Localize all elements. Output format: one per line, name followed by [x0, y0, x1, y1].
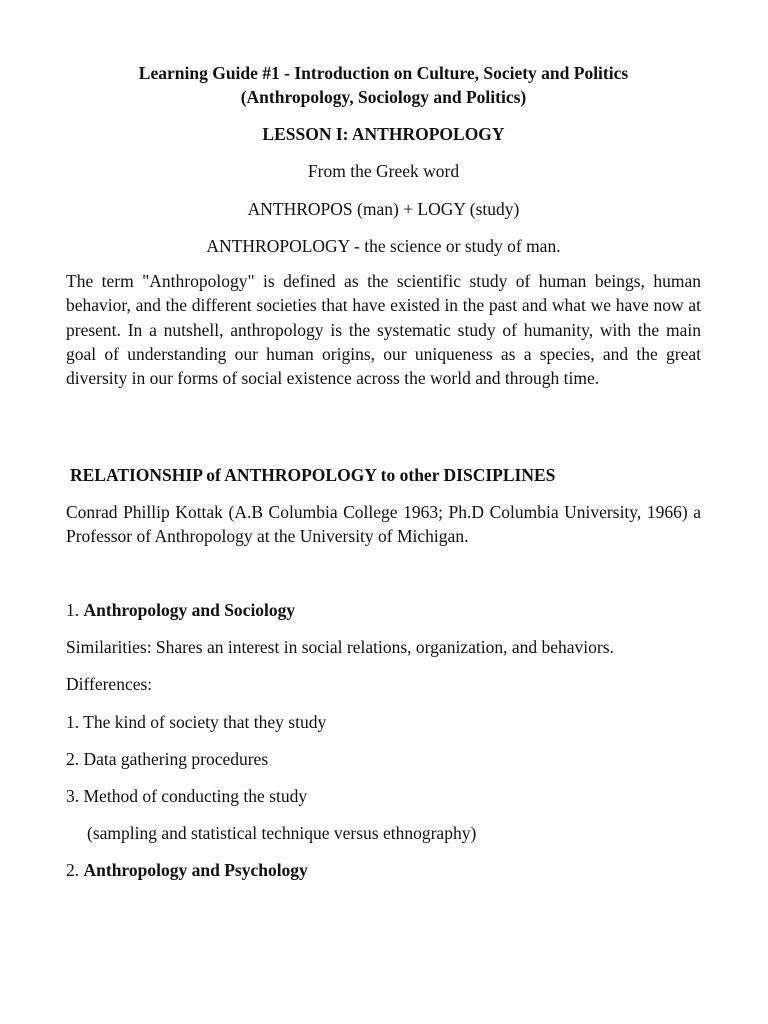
section-2-title: Anthropology and Psychology: [83, 860, 308, 880]
difference-item-1: 1. The kind of society that they study: [66, 712, 327, 732]
etymology: ANTHROPOS (man) + LOGY (study): [247, 199, 520, 219]
doc-title-line-1: Learning Guide #1 - Introduction on Culture, Society and Politics: [138, 63, 629, 83]
definition-term: ANTHROPOLOGY: [206, 236, 350, 256]
section-2-heading: [66, 858, 701, 882]
lesson-heading: LESSON I: ANTHROPOLOGY: [262, 124, 505, 144]
section-1-number: 1.: [66, 600, 84, 620]
definition-line: [66, 234, 701, 258]
section-2-number: 2.: [66, 860, 84, 880]
kottak-paragraph: Conrad Phillip Kottak (A.B Columbia College 1963; Ph.D Columbia University, 1966) a Professor of Anthropology at the University of Michigan.: [66, 502, 701, 547]
relationship-heading: RELATIONSHIP of ANTHROPOLOGY to other DISCIPLINES: [70, 465, 556, 485]
differences-label: Differences:: [66, 674, 153, 694]
doc-title-line-2: (Anthropology, Sociology and Politics): [240, 87, 527, 107]
difference-item-3-note: (sampling and statistical technique versus ethnography): [87, 823, 477, 843]
greek-intro: From the Greek word: [307, 161, 460, 181]
difference-item-2: 2. Data gathering procedures: [66, 749, 269, 769]
section-1-heading: [66, 598, 701, 622]
section-1-title: Anthropology and Sociology: [83, 600, 296, 620]
similarities-text: Similarities: Shares an interest in social relations, organization, and behaviors.: [66, 637, 614, 657]
anthropology-paragraph: The term "Anthropology" is defined as the scientific study of human beings, human behavior, and the different societies that have existed in the past and what we have now at present. In a nutshell, anthropology is the systematic study of humanity, with the main goal of understanding our human origins, our uniqueness as a species, and the great diversity in our forms of social existence across the world and through time.: [66, 271, 701, 389]
definition-text: - the science or study of man.: [349, 236, 561, 256]
difference-item-3: 3. Method of conducting the study: [66, 786, 308, 806]
